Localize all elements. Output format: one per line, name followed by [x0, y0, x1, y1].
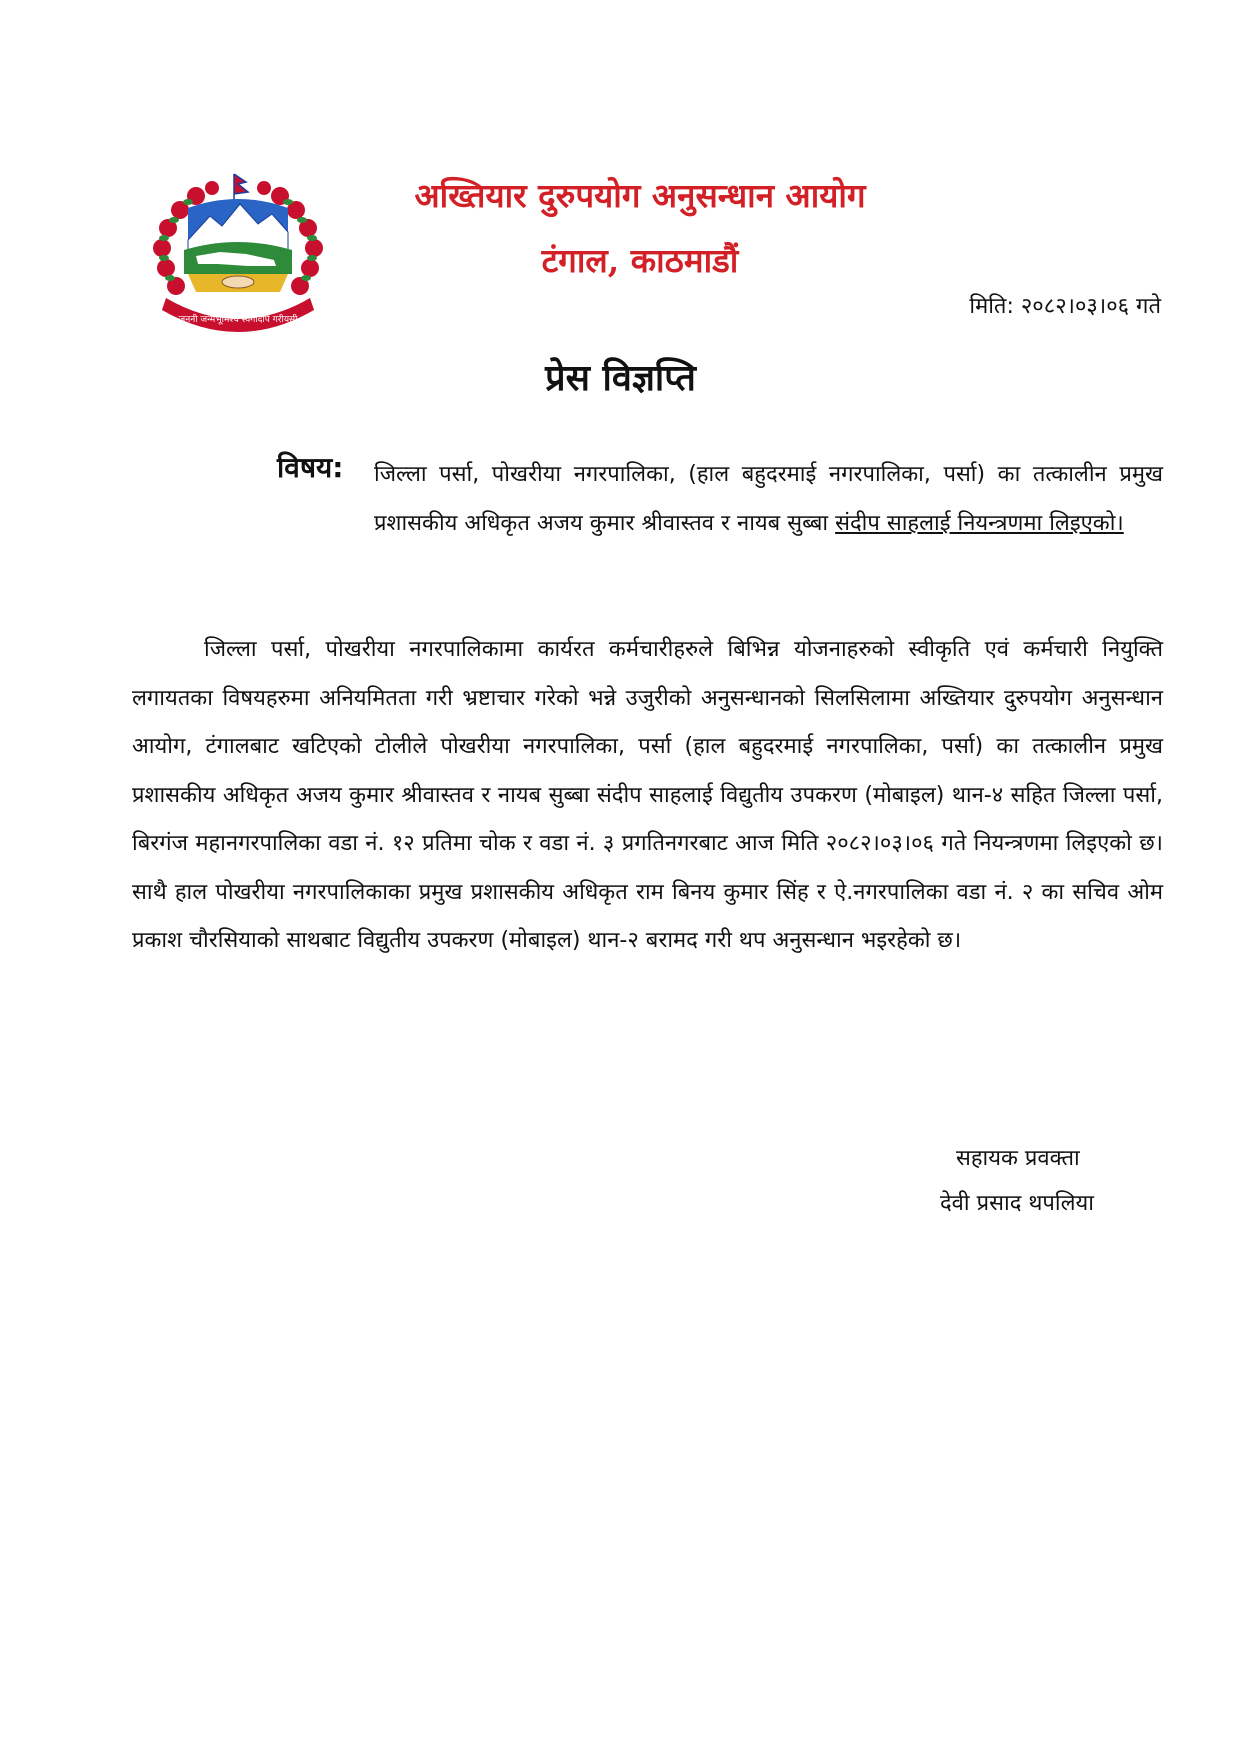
organization-address: टंगाल, काठमाडौं — [541, 241, 739, 280]
organization-name: अख्तियार दुरुपयोग अनुसन्धान आयोग — [414, 176, 866, 215]
subject-text — [374, 450, 1163, 548]
signatory-role: सहायक प्रवक्ता — [956, 1146, 1080, 1171]
page-title: प्रेस विज्ञप्ति — [545, 358, 696, 399]
emblem-graphic — [148, 170, 328, 338]
subject-label: विषय: — [277, 451, 344, 484]
body-paragraph: जिल्ला पर्सा, पोखरीया नगरपालिकामा कार्यरत कर्मचारीहरुले बिभिन्न योजनाहरुको स्वीकृति एवं कर्मचारी नियुक्ति लगायतका विषयहरुमा अनियमितता गरी भ्रष्टाचार गरेको भन्ने उजुरीको अनुसन्धानको सिलसिलामा अख्तियार दुरुपयोग अनुसन्धान आयोग, टंगालबाट खटिएको टोलीले पोखरीया नगरपालिका, पर्सा (हाल बहुदरमाई नगरपालिका, पर्सा) का तत्कालीन प्रमुख प्रशासकीय अधिकृत अजय कुमार श्रीवास्तव र नायब सुब्बा संदीप साहलाई विद्युतीय उपकरण (मोबाइल) थान-४ सहित जिल्ला पर्सा, बिरगंज महानगरपालिका वडा नं. १२ प्रतिमा चोक र वडा नं. ३ प्रगतिनगरबाट आज मिति २०८२।०३।०६ गते नियन्त्रणमा लिइएको छ। साथै हाल पोखरीया नगरपालिकाका प्रमुख प्रशासकीय अधिकृत राम बिनय कुमार सिंह र ऐ.नगरपालिका वडा नं. २ का सचिव ओम प्रकाश चौरसियाको साथबाट विद्युतीय उपकरण (मोबाइल) थान-२ बरामद गरी थप अनुसन्धान भइरहेको छ। — [132, 637, 1163, 953]
signatory-name: देवी प्रसाद थपलिया — [940, 1191, 1094, 1216]
nepal-emblem-icon — [148, 170, 328, 338]
signature-block — [940, 1136, 1094, 1226]
subject-text-main: जिल्ला पर्सा, पोखरीया नगरपालिका, (हाल बहुदरमाई नगरपालिका, पर्सा) का तत्कालीन प्रमुख प्रशासकीय अधिकृत अजय कुमार श्रीवास्तव र नायब सुब्बा — [374, 462, 1163, 536]
subject-text-underlined: संदीप साहलाई नियन्त्रणमा लिइएको। — [835, 511, 1124, 536]
emblem-motto: जननी जन्मभूमिश्च स्वर्गादपि गरीयसी — [178, 315, 298, 325]
issue-date: मिति: २०८२।०३।०६ गते — [969, 294, 1161, 319]
